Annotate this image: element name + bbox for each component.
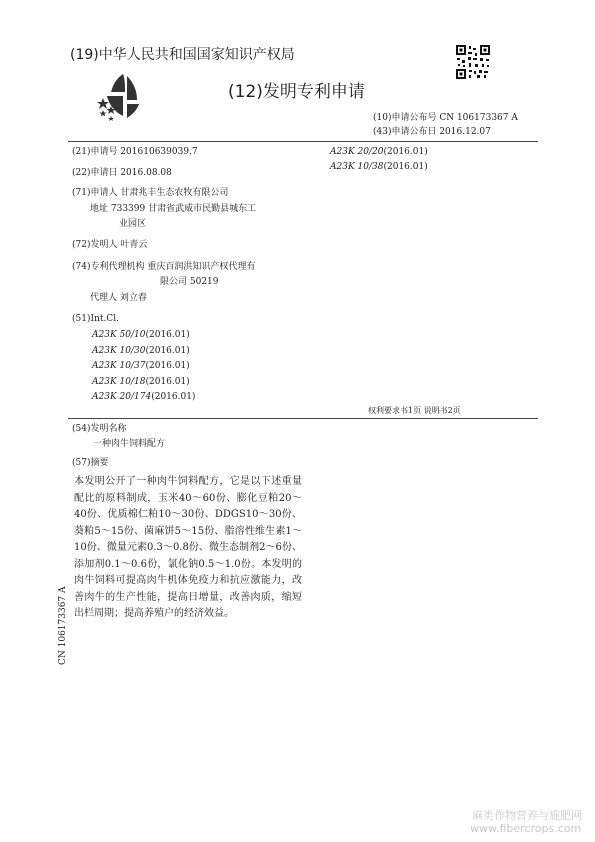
int-cl-entry: A23K 10/37(2016.01) — [92, 361, 190, 371]
application-number: (21)申请号 201610639039.7 — [72, 147, 198, 157]
int-cl-entry: A23K 10/30(2016.01) — [92, 346, 190, 356]
watermark-title: 麻类作物营养与施肥网 — [472, 809, 582, 822]
side-publication-number: CN 106173367 A — [58, 586, 68, 665]
int-cl-entry: A23K 50/10(2016.01) — [92, 330, 190, 340]
inventor: (72)发明人 叶青云 — [72, 240, 148, 250]
cl-entry: A23K 10/38(2016.01) — [330, 162, 428, 172]
patent-agency-line-2: 限公司 50219 — [160, 277, 219, 287]
qr-code — [455, 44, 491, 80]
patent-agency-line-1: (74)专利代理机构 重庆百润洪知识产权代理有 — [72, 262, 256, 272]
title-label: (54)发明名称 — [72, 424, 127, 434]
publication-number: (10)申请公布号 CN 106173367 A — [373, 113, 518, 123]
abstract-text: 本发明公开了一种肉牛饲料配方，它是以下述重量配比的原料制成，玉米40～60份、膨化豆粕20～40份、优质棉仁粕10～30份、DDGS10～30份、葵粕5～15份、菌麻饼5～15份、脂溶性维生素1～10份、微量元素0.3～0.8份、微生态制剂2～6份、添加剂0.1～0.6份，氯化钠0.5～1.0份。本发明的肉牛饲料可提高肉牛机体免疫力和抗应激能力，改善肉牛的生产性能，提高日增量，改善肉质，缩短出栏周期；提高养殖户的经济效益。 — [74, 476, 302, 619]
applicant: (71)申请人 甘肃兆丰生态农牧有限公司 — [72, 188, 229, 198]
address-line-2: 业园区 — [119, 219, 147, 229]
publication-date: (43)申请公布日 2016.12.07 — [373, 127, 491, 137]
invention-title: 一种肉牛饲料配方 — [93, 439, 166, 449]
page-count: 权利要求书1页 说明书2页 — [368, 406, 461, 415]
application-date: (22)申请日 2016.08.08 — [72, 168, 172, 178]
cl-entry: A23K 20/20(2016.01) — [330, 147, 428, 157]
watermark-url: www.fibercrops.com — [470, 822, 582, 835]
address-line-1: 地址 733399 甘肃省武威市民勤县城东工 — [90, 204, 257, 214]
header-rule — [68, 141, 538, 142]
int-cl-entry: A23K 20/174(2016.01) — [92, 392, 196, 402]
abstract-label: (57)摘要 — [72, 458, 109, 468]
int-cl-entry: A23K 10/18(2016.01) — [92, 377, 190, 387]
int-cl-label: (51)Int.Cl. — [72, 314, 119, 324]
patent-office: (19)中华人民共和国国家知识产权局 — [70, 47, 295, 63]
patent-office-logo — [97, 72, 153, 122]
section-rule — [68, 418, 538, 419]
patent-agent: 代理人 刘立春 — [90, 293, 147, 303]
document-type: (12)发明专利申请 — [228, 82, 365, 102]
